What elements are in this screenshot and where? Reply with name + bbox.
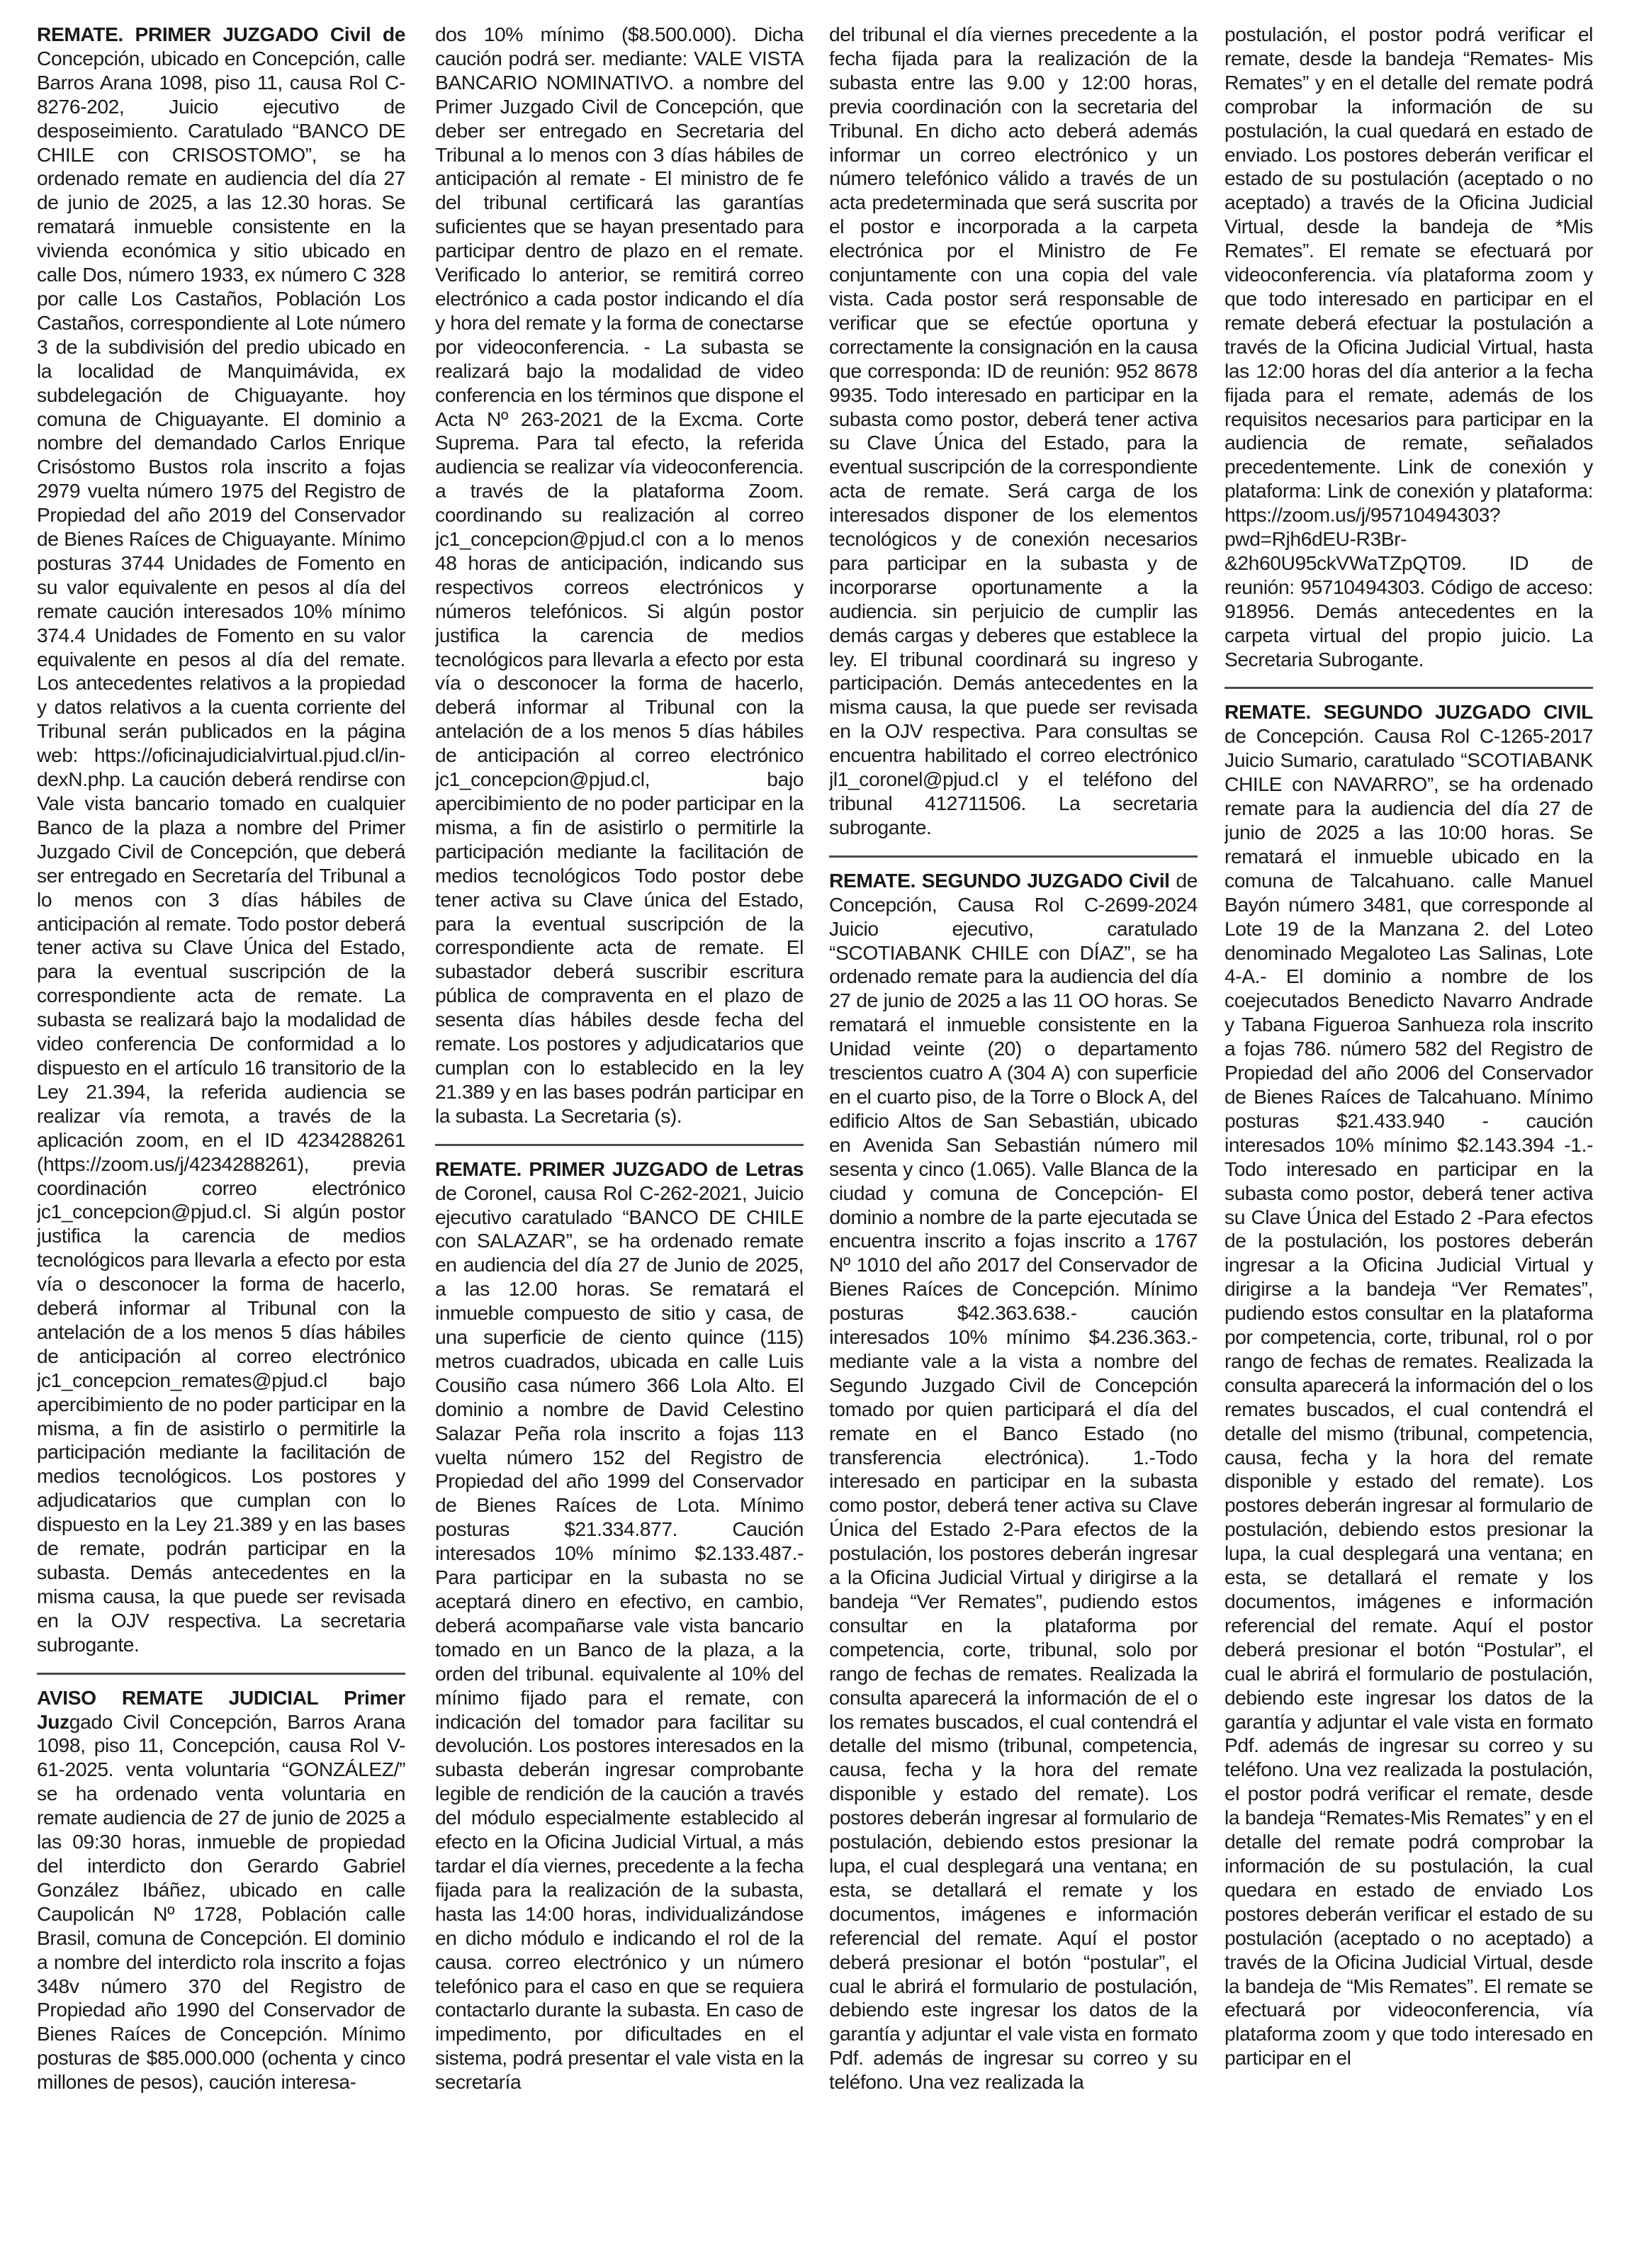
notice-body: gado Civil Concepción, Barros Arana 1098, piso 11, Concepción, causa Rol V-61-2025. venta voluntaria “GONZÁLEZ/” se ha ordenado venta voluntaria en remate audiencia de 27 de junio de 2025 a las 09:30 horas, inmueble de propiedad del interdicto don Gerardo Gabriel González Ibáñez, ubicado en calle Caupolicán Nº 1728, Población calle Brasil, comuna de Concepción. El dominio a nombre del interdicto rola inscrito a fojas 348v número 370 del Registro de Propiedad año 1990 del Conservador de Bienes Raíces de Concepción. Mínimo posturas de $85.000.000 (ochenta y cinco millones de pesos), caución interesa- — [37, 1710, 405, 2094]
column-2 — [435, 23, 804, 2255]
notice-text — [829, 23, 1198, 840]
notice-divider — [829, 855, 1198, 858]
notice-continuation-coronel — [829, 23, 1198, 840]
notice-text — [435, 23, 804, 1128]
notice-divider — [435, 1144, 804, 1146]
notice-remate-primer-juzgado-civil-crisostomo — [37, 23, 405, 1657]
notice-body: dos 10% mínimo ($8.500.000). Dicha caución podrá ser. mediante: VALE VISTA BANCARIO NOMINATIVO. a nombre del Primer Juzgado Civil de Concepción, que deber ser entregado en Secretaria del Tribunal a lo menos con 3 días hábiles de anticipación al remate - El ministro de fe del tribunal certificará las garantías suficientes que se hayan presentado para participar dentro de plazo en el remate. Verificado lo anterior, se remitirá correo electrónico a cada postor indicando el día y hora del remate y la forma de conectarse por videoconferencia. - La subasta se realizará bajo la modalidad de video conferencia en los términos que dispone el Acta Nº 263-2021 de la Excma. Corte Suprema. Para tal efecto, la referida audiencia se realizar vía videoconferencia. a través de la plataforma Zoom. coordinando su realización al correo jc1_concepcion@pjud.cl con a lo menos 48 horas de anticipación, indicando sus respectivos correos electrónicos y números telefónicos. Si algún postor justifica la carencia de medios tecnológicos para llevarla a efecto por esta vía o desconocer la forma de hacerlo, deberá informar al Tribunal con la antelación de a los menos 5 días hábiles de anticipación al correo electrónico jc1_concepcion@pjud.cl, bajo apercibimiento de no poder participar en la misma, a fin de asistirlo o permitirle la participación mediante la facilitación de medios tecnológicos Todo postor debe tener activa su Clave única del Estado, para la eventual suscripción de la correspondiente acta de remate. El subastador deberá suscribir escritura pública de compraventa en el plazo de sesenta días hábiles desde fecha del remate. Los postores y adjudicatarios que cumplan con lo establecido en la ley 21.389 y en las bases podrán participar en la subasta. La Secretaria (s). — [435, 23, 804, 1127]
notice-text — [37, 1686, 405, 2094]
notice-aviso-remate-judicial-gonzalez — [37, 1686, 405, 2094]
notice-body: del tribunal el día viernes precedente a la fecha fijada para la realización de la subasta entre las 9.00 y 12:00 horas, previa coordinación con la secretaria del Tribunal. En dicho acto deberá además informar un correo electrónico y un número telefónico válido a través de un acta predeterminada que será suscrita por el postor e incorporada a la carpeta electrónica por el Ministro de Fe conjuntamente con una copia del vale vista. Cada postor será responsable de verificar que se efectúe oportuna y correctamente la consignación en la causa que corresponda: ID de reunión: 952 8678 9935. Todo interesado en participar en la subasta como postor, deberá tener activa su Clave Única del Estado, para la eventual suscripción de la correspondiente acta de remate. Será carga de los interesados disponer de los elementos tecnológicos y de conexión necesarios para participar en la subasta y de incorporarse oportunamente a la audiencia. sin perjuicio de cumplir las demás cargas y deberes que establece la ley. El tribunal coordinará su ingreso y participación. Demás antecedentes en la misma causa, la que puede ser revisada en la OJV respectiva. Para consultas se encuentra habilitado el correo electrónico jl1_coronel@pjud.cl y el teléfono del tribunal 412711506. La secretaria subrogante. — [829, 23, 1198, 838]
notice-divider — [37, 1673, 405, 1675]
notice-body: Concepción, ubicado en Concepción, calle Barros Arana 1098, piso 11, causa Rol C-8276-202, Juicio ejecutivo de desposeimiento. Caratulado “BANCO DE CHILE con CRISOSTOMO”, se ha ordenado remate en audiencia del día 27 de junio de 2025, a las 12.30 horas. Se rematará inmueble consistente en la vivienda económica y sitio ubicado en calle Dos, número 1933, ex número C 328 por calle Los Castaños, Población Los Castaños, correspondiente al Lote número 3 de la subdivisión del predio ubicado en la localidad de Manquimávida, ex subdelegación de Chiguayante. hoy comuna de Chiguayante. El dominio a nombre del demandado Carlos Enrique Crisóstomo Bustos rola inscrito a fojas 2979 vuelta número 1975 del Registro de Propiedad del año 2019 del Conservador de Bienes Raíces de Chiguayante. Mínimo posturas 3744 Unidades de Fomento en su valor equivalente en pesos al día del remate caución interesados 10% mínimo 374.4 Unidades de Fomento en su valor equivalente en pesos al día del remate. Los antecedentes relativos a la propiedad y datos relativos a la cuenta corriente del Tribunal serán publicados en la página web: https://oficinajudicialvirtual.pjud.cl/in-dexN.php. La caución deberá rendirse con Vale vista bancario tomado en cualquier Banco de la plaza a nombre del Primer Juzgado Civil de Concepción, que deberá ser entregado en Secretaría del Tribunal a lo menos con 3 días hábiles de anticipación al remate. Todo postor deberá tener activa su Clave Única del Estado, para la eventual suscripción de la correspondiente acta de remate. La subasta se realizará bajo la modalidad de video conferencia De conformidad a lo dispuesto en el artículo 16 transitorio de la Ley 21.394, la referida audiencia se realizar vía remota, a través de la aplicación zoom, en el ID 4234288261 (https://zoom.us/j/4234288261), previa coordinación correo electrónico jc1_concepcion@pjud.cl. Si algún postor justifica la carencia de medios tecnológicos para llevarla a efecto por esta vía o desconocer la forma de hacerlo, deberá informar al Tribunal con la antelación de a los menos 5 días hábiles de anticipación al correo electrónico jc1_concepcion_remates@pjud.cl bajo apercibimiento de no poder participar en la misma, a fin de asistirlo o permitirle la participación mediante la facilitación de medios tecnológicos. Los postores y adjudicatarios que cumplan con lo dispuesto en la Ley 21.389 y en las bases de remate, podrán participar en la subasta. Demás antecedentes en la misma causa, la que puede ser revisada en la OJV respectiva. La secretaria subrogante. — [37, 46, 405, 1656]
notice-text — [1225, 700, 1593, 2070]
notice-heading: REMATE. PRIMER JUZGADO de Letras — [435, 1157, 804, 1180]
notice-text — [435, 1157, 804, 2094]
notice-body: postulación, el postor podrá verificar el remate, desde la bandeja “Remates- Mis Remates” y en el detalle del remate podrá comprobar la información de su postulación, la cual quedará en estado de enviado. Los postores deberán verificar el estado de su postulación (aceptado o no aceptado) a través de la Oficina Judicial Virtual, desde la bandeja de *Mis Remates”. El remate se efectuará por videoconferencia. vía plataforma zoom y que todo interesado en participar en el remate deberá efectuar la postulación a través de la Oficina Judicial Virtual, hasta las 12:00 horas del día anterior a la fecha fijada para el remate, además de los requisitos necesarios para participar en la audiencia de remate, señalados precedentemente. Link de conexión y plataforma: Link de conexión y plataforma: https://zoom.us/j/95710494303?pwd=Rjh6dEU-R3Br-&2h60U95ckVWaTZpQT09. ID de reunión: 95710494303. Código de acceso: 918956. Demás antecedentes en la carpeta virtual del propio juicio. La Secretaria Subrogante. — [1225, 23, 1593, 670]
column-1 — [37, 23, 405, 2255]
notice-body: de Coronel, causa Rol C-262-2021, Juicio ejecutivo caratulado “BANCO DE CHILE con SALAZAR”, se ha ordenado remate en audiencia del día 27 de Junio de 2025, a las 12.00 horas. Se rematará el inmueble compuesto de sitio y casa, de una superficie de ciento quince (115) metros cuadrados, ubicada en calle Luis Cousiño casa número 366 Lola Alto. El dominio a nombre de David Celestino Salazar Peña rola inscrito a fojas 113 vuelta número 152 del Registro de Propiedad del año 1999 del Conservador de Bienes Raíces de Lota. Mínimo posturas $21.334.877. Caución interesados 10% mínimo $2.133.487.- Para participar en la subasta no se aceptará dinero en efectivo, en cambio, deberá acompañarse vale vista bancario tomado en un Banco de la plaza, a la orden del tribunal. equivalente al 10% del mínimo fijado para el remate, con indicación del tomador para facilitar su devolución. Los postores interesados en la subasta deberán ingresar comprobante legible de rendición de la caución a través del módulo especialmente establecido al efecto en la Oficina Judicial Virtual, a más tardar el día viernes, precedente a la fecha fijada para la realización de la subasta, hasta las 14:00 horas, individualizándose en dicho módulo e indicando el rol de la causa. correo electrónico y un número telefónico para el caso en que se requiera contactarlo durante la subasta. En caso de impedimento, por dificultades en el sistema, podrá presentar el vale vista en la secretaría — [435, 1181, 804, 2094]
notice-text — [37, 23, 405, 1657]
notice-text — [829, 869, 1198, 2094]
notice-body: de Concepción, Causa Rol C-2699-2024 Juicio ejecutivo, caratulado “SCOTIABANK CHILE con DÍAZ”, se ha ordenado remate para la audiencia del día 27 de junio de 2025 a las 11 OO horas. Se rematará el inmueble consistente en la Unidad veinte (20) o departamento trescientos cuatro A (304 A) con superficie en el cuarto piso, de la Torre o Block A, del edificio Altos de San Sebastián, ubicado en Avenida San Sebastián número mil sesenta y cinco (1.065). Valle Blanca de la ciudad y comuna de Concepción- El dominio a nombre de la parte ejecutada se encuentra inscrito a fojas inscrito a 1767 Nº 1010 del año 2017 del Conservador de Bienes Raíces de Concepción. Mínimo posturas $42.363.638.- caución interesados 10% mínimo $4.236.363.-mediante vale a la vista a nombre del Segundo Juzgado Civil de Concepción tomado por quien participará el día del remate en el Banco Estado (no transferencia electrónica). 1.-Todo interesado en participar en la subasta como postor, deberá tener activa su Clave Única del Estado 2-Para efectos de la postulación, los postores deberán ingresar a la Oficina Judicial Virtual y dirigirse a la bandeja “Ver Remates”, pudiendo estos consultar en la plataforma por competencia, corte, tribunal, solo por rango de fechas de remates. Realizada la consulta aparecerá la información de el o los remates buscados, el cual contendrá el detalle del mismo (tribunal, competencia, causa, fecha y la hora del remate disponible y estado del remate). Los postores deberán ingresar al formulario de postulación, debiendo estos presionar la lupa, el cual desplegará una ventana; en esta, se detallará el remate y los documentos, imágenes e información referencial del remate. Aquí el postor deberá presionar el botón “postular”, el cual le abrirá el formulario de postulación, debiendo este ingresar los datos de la garantía y adjuntar el vale vista en formato Pdf. además de ingresar su correo y su teléfono. Una vez realizada la — [829, 868, 1198, 2094]
notice-divider — [1225, 687, 1593, 689]
notice-heading: AVISO REMATE JUDICIAL Primer Juz — [37, 1685, 405, 1733]
notice-remate-segundo-juzgado-civil-diaz — [829, 869, 1198, 2094]
notice-heading: REMATE. SEGUNDO JUZGADO Civil — [829, 868, 1170, 892]
notice-remate-primer-juzgado-letras-coronel — [435, 1157, 804, 2094]
notice-body: de Concepción. Causa Rol C-1265-2017 Juicio Sumario, caratulado “SCOTIABANK CHILE con NAVARRO”, se ha ordenado remate para la audiencia del día 27 de junio de 2025 a las 10:00 horas. Se rematará el inmueble ubicado en la comuna de Talcahuano. calle Manuel Bayón número 3481, que corresponde al Lote 19 de la Manzana 2. del Loteo denominado Megaloteo Las Salinas, Lote 4-A.- El dominio a nombre de los coejecutados Benedicto Navarro Andrade y Tabana Figueroa Sanhueza rola inscrito a fojas 786. número 582 del Registro de Propiedad del año 2006 del Conservador de Bienes Raíces de Talcahuano. Mínimo posturas $21.433.940 - caución interesados 10% mínimo $2.143.394 -1.- Todo interesado en participar en la subasta como postor, deberá tener activa su Clave Única del Estado 2 -Para efectos de la postulación, los postores deberán ingresar a la Oficina Judicial Virtual y dirigirse a la bandeja “Ver Remates”, pudiendo estos consultar en la plataforma por competencia, corte, tribunal, rol o por rango de fechas de remates. Realizada la consulta aparecerá la información del o los remates buscados, el cual contendrá el detalle del mismo (tribunal, competencia, causa, fecha y la hora del remate disponible y estado del remate). Los postores deberán ingresar al formulario de postulación, debiendo estos presionar la lupa, la cual desplegará una ventana; en esta, se detallará el remate y los documentos, imágenes e información referencial del remate. Aquí el postor deberá presionar el botón “Postular”, el cual le abrirá el formulario de postulación, debiendo este ingresar los datos de la garantía y adjuntar el vale vista en formato Pdf. además de ingresar su correo y su teléfono. Una vez realizada la postulación, el postor podrá verificar el remate, desde la bandeja “Remates-Mis Remates” y en el detalle del remate podrá comprobar la información de su postulación, la cual quedara en estado de enviado Los postores deberán verificar el estado de su postulación (aceptado o no aceptado) a través de la Oficina Judicial Virtual, desde la bandeja de “Mis Remates”. El remate se efectuará por videoconferencia, vía plataforma zoom y que todo interesado en participar en el — [1225, 724, 1593, 2070]
column-3 — [829, 23, 1198, 2255]
notice-remate-segundo-juzgado-civil-navarro — [1225, 700, 1593, 2070]
notice-heading: REMATE. PRIMER JUZGADO Civil de — [37, 23, 405, 45]
column-4 — [1225, 23, 1593, 2255]
notice-heading: REMATE. SEGUNDO JUZGADO CIVIL — [1225, 700, 1593, 724]
notice-text — [1225, 23, 1593, 671]
notice-continuation-gonzalez — [435, 23, 804, 1128]
notice-continuation-diaz — [1225, 23, 1593, 671]
